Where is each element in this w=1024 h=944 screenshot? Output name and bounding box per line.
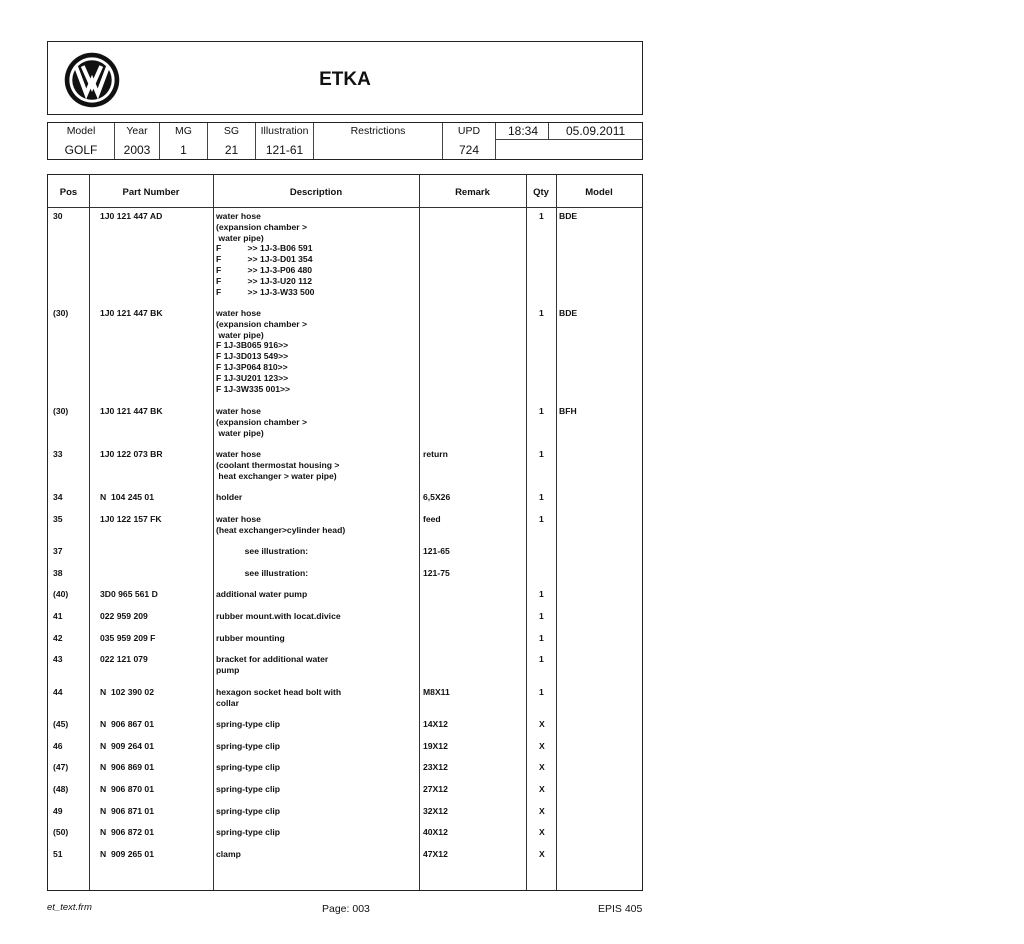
row-description xyxy=(216,633,285,644)
row-description xyxy=(216,514,345,536)
description-line: rubber mounting xyxy=(216,633,285,643)
column-header-model: Model xyxy=(585,187,613,198)
info-model-value: GOLF xyxy=(64,143,98,157)
description-line: clamp xyxy=(216,849,241,859)
description-line: F >> 1J-3-W33 500 xyxy=(216,286,315,297)
row-qty: 1 xyxy=(539,589,544,599)
description-line: heat exchanger > water pipe) xyxy=(216,470,337,481)
description-line: (coolant thermostat housing > xyxy=(216,459,340,470)
row-pos: (47) xyxy=(53,762,69,772)
row-description xyxy=(216,741,280,752)
row-pos: 51 xyxy=(53,849,63,859)
row-remark: 47X12 xyxy=(423,849,448,859)
row-part-number: 1J0 121 447 AD xyxy=(100,211,163,221)
description-line: F 1J-3W335 001>> xyxy=(216,383,291,394)
row-qty: X xyxy=(539,849,545,859)
row-description xyxy=(216,611,341,622)
row-pos: 30 xyxy=(53,211,63,221)
info-upd-value: 724 xyxy=(458,143,480,157)
row-description xyxy=(216,784,280,795)
row-pos: 41 xyxy=(53,611,63,621)
row-qty: 1 xyxy=(539,211,544,221)
row-part-number: 3D0 965 561 D xyxy=(100,589,158,599)
row-description xyxy=(216,687,341,709)
row-pos: 46 xyxy=(53,741,63,751)
info-mg-label: MG xyxy=(175,125,192,137)
column-header-remark: Remark xyxy=(455,187,490,198)
row-part-number: N 906 872 01 xyxy=(100,827,154,837)
row-model: BFH xyxy=(559,406,577,416)
update-timestamp xyxy=(496,123,642,140)
row-qty: X xyxy=(539,762,545,772)
row-qty: 1 xyxy=(539,687,544,697)
description-line: water hose xyxy=(216,449,261,459)
row-remark: 14X12 xyxy=(423,719,448,729)
description-line: see illustration: xyxy=(216,568,309,578)
row-description xyxy=(216,827,280,838)
info-sg-value: 21 xyxy=(224,143,239,157)
row-pos: 42 xyxy=(53,633,63,643)
row-part-number: 1J0 121 447 BK xyxy=(100,406,163,416)
row-pos: (48) xyxy=(53,784,69,794)
footer-system-id: EPIS 405 xyxy=(598,903,643,915)
row-part-number: N 906 867 01 xyxy=(100,719,154,729)
info-illustration xyxy=(256,123,314,159)
description-line: water pipe) xyxy=(216,427,264,438)
row-part-number: N 104 245 01 xyxy=(100,492,154,502)
description-line: water pipe) xyxy=(216,329,264,340)
info-year xyxy=(115,123,160,159)
row-remark: 40X12 xyxy=(423,827,448,837)
info-year-value: 2003 xyxy=(123,143,151,157)
description-line: (expansion chamber > xyxy=(216,416,307,427)
row-part-number: N 102 390 02 xyxy=(100,687,154,697)
info-sg xyxy=(208,123,256,159)
update-time: 18:34 xyxy=(508,124,539,138)
footer-form-name: et_text.frm xyxy=(47,902,92,913)
description-line: (expansion chamber > xyxy=(216,318,307,329)
row-part-number: 022 121 079 xyxy=(100,654,148,664)
info-upd xyxy=(443,123,496,159)
description-line: spring-type clip xyxy=(216,827,280,837)
row-qty: X xyxy=(539,806,545,816)
description-line: pump xyxy=(216,664,240,675)
row-part-number: 1J0 121 447 BK xyxy=(100,308,163,318)
row-qty: 1 xyxy=(539,308,544,318)
row-description xyxy=(216,492,242,503)
description-line: F 1J-3P064 810>> xyxy=(216,361,288,372)
info-box xyxy=(47,122,643,160)
row-part-number: N 906 870 01 xyxy=(100,784,154,794)
row-qty: X xyxy=(539,719,545,729)
row-pos: (45) xyxy=(53,719,69,729)
column-header-pos: Pos xyxy=(59,187,78,198)
row-part-number: N 906 869 01 xyxy=(100,762,154,772)
row-qty: 1 xyxy=(539,633,544,643)
row-description xyxy=(216,654,328,676)
description-line: see illustration: xyxy=(216,546,309,556)
description-line: spring-type clip xyxy=(216,762,280,772)
header-box xyxy=(47,41,643,115)
column-header-qty: Qty xyxy=(533,187,549,198)
info-model-label: Model xyxy=(66,125,96,137)
row-remark: 6,5X26 xyxy=(423,492,451,502)
description-line: rubber mount.with locat.divice xyxy=(216,611,341,621)
row-description xyxy=(216,762,280,773)
description-line: hexagon socket head bolt with xyxy=(216,687,342,697)
column-header-description: Description xyxy=(289,187,343,198)
description-line: spring-type clip xyxy=(216,806,280,816)
description-line: F >> 1J-3-U20 112 xyxy=(216,275,313,286)
row-remark: feed xyxy=(423,514,441,524)
row-remark: 32X12 xyxy=(423,806,448,816)
column-header-part-number: Part Number xyxy=(122,187,180,198)
info-year-label: Year xyxy=(126,125,148,137)
row-description xyxy=(216,719,280,730)
row-description xyxy=(216,308,307,394)
row-remark: M8X11 xyxy=(423,687,450,697)
row-qty: 1 xyxy=(539,654,544,664)
row-pos: 37 xyxy=(53,546,63,556)
description-line: water hose xyxy=(216,514,261,524)
description-line: F >> 1J-3-D01 354 xyxy=(216,254,313,265)
column-divider xyxy=(526,175,527,890)
row-pos: (40) xyxy=(53,589,69,599)
row-pos: (30) xyxy=(53,406,69,416)
update-date: 05.09.2011 xyxy=(566,124,626,138)
row-remark: 121-75 xyxy=(423,568,450,578)
row-pos: 38 xyxy=(53,568,63,578)
row-remark: 23X12 xyxy=(423,762,448,772)
row-description xyxy=(216,211,314,297)
info-illustration-value: 121-61 xyxy=(265,143,304,157)
column-divider xyxy=(556,175,557,890)
row-remark: return xyxy=(423,449,448,459)
description-line: collar xyxy=(216,697,239,708)
description-line: water hose xyxy=(216,308,261,318)
row-qty: X xyxy=(539,741,545,751)
description-line: water hose xyxy=(216,211,261,221)
row-qty: X xyxy=(539,784,545,794)
row-part-number: 022 959 209 xyxy=(100,611,148,621)
column-divider xyxy=(419,175,420,890)
row-pos: 34 xyxy=(53,492,63,502)
info-sg-label: SG xyxy=(223,125,240,137)
description-line: F >> 1J-3-P06 480 xyxy=(216,264,313,275)
description-line: water pipe) xyxy=(216,232,264,243)
header-divider xyxy=(48,207,642,208)
row-model: BDE xyxy=(559,308,578,318)
row-part-number: N 909 265 01 xyxy=(100,849,154,859)
row-description xyxy=(216,589,307,600)
row-remark: 19X12 xyxy=(423,741,448,751)
row-qty: X xyxy=(539,827,545,837)
column-divider xyxy=(213,175,214,890)
info-illustration-label: Illustration xyxy=(260,125,309,137)
row-part-number: 1J0 122 157 FK xyxy=(100,514,162,524)
row-qty: 1 xyxy=(539,406,544,416)
description-line: F 1J-3U201 123>> xyxy=(216,372,289,383)
row-qty: 1 xyxy=(539,514,544,524)
footer-page-number: Page: 003 xyxy=(322,903,370,915)
row-model: BDE xyxy=(559,211,578,221)
row-description xyxy=(216,849,241,860)
timestamp-divider xyxy=(548,123,549,140)
description-line: spring-type clip xyxy=(216,784,280,794)
row-part-number: N 906 871 01 xyxy=(100,806,154,816)
row-part-number: 035 959 209 F xyxy=(100,633,156,643)
row-description xyxy=(216,806,280,817)
description-line: spring-type clip xyxy=(216,741,280,751)
row-part-number: N 909 264 01 xyxy=(100,741,154,751)
page-title: ETKA xyxy=(319,69,371,90)
description-line: bracket for additional water xyxy=(216,654,329,664)
row-pos: (30) xyxy=(53,308,69,318)
row-pos: 35 xyxy=(53,514,63,524)
info-model xyxy=(48,123,115,159)
description-line: spring-type clip xyxy=(216,719,280,729)
description-line: water hose xyxy=(216,406,261,416)
row-pos: 44 xyxy=(53,687,63,697)
description-line: F >> 1J-3-B06 591 xyxy=(216,243,313,254)
row-pos: 43 xyxy=(53,654,63,664)
info-upd-label: UPD xyxy=(457,125,481,137)
info-mg xyxy=(160,123,208,159)
row-description xyxy=(216,406,307,438)
column-divider xyxy=(89,175,90,890)
parts-table xyxy=(47,174,643,891)
row-pos: 33 xyxy=(53,449,63,459)
description-line: (expansion chamber > xyxy=(216,221,307,232)
row-qty: 1 xyxy=(539,449,544,459)
info-mg-value: 1 xyxy=(180,143,187,157)
description-line: additional water pump xyxy=(216,589,308,599)
row-pos: 49 xyxy=(53,806,63,816)
info-restrictions xyxy=(314,123,443,159)
info-restrictions-label: Restrictions xyxy=(350,125,406,137)
row-description xyxy=(216,546,308,557)
row-qty: 1 xyxy=(539,492,544,502)
row-description xyxy=(216,449,339,481)
row-remark: 27X12 xyxy=(423,784,448,794)
description-line: holder xyxy=(216,492,243,502)
description-line: F 1J-3B065 916>> xyxy=(216,340,289,351)
row-description xyxy=(216,568,308,579)
row-pos: (50) xyxy=(53,827,69,837)
description-line: (heat exchanger>cylinder head) xyxy=(216,524,346,535)
row-qty: 1 xyxy=(539,611,544,621)
row-part-number: 1J0 122 073 BR xyxy=(100,449,163,459)
row-remark: 121-65 xyxy=(423,546,450,556)
description-line: F 1J-3D013 549>> xyxy=(216,351,289,362)
